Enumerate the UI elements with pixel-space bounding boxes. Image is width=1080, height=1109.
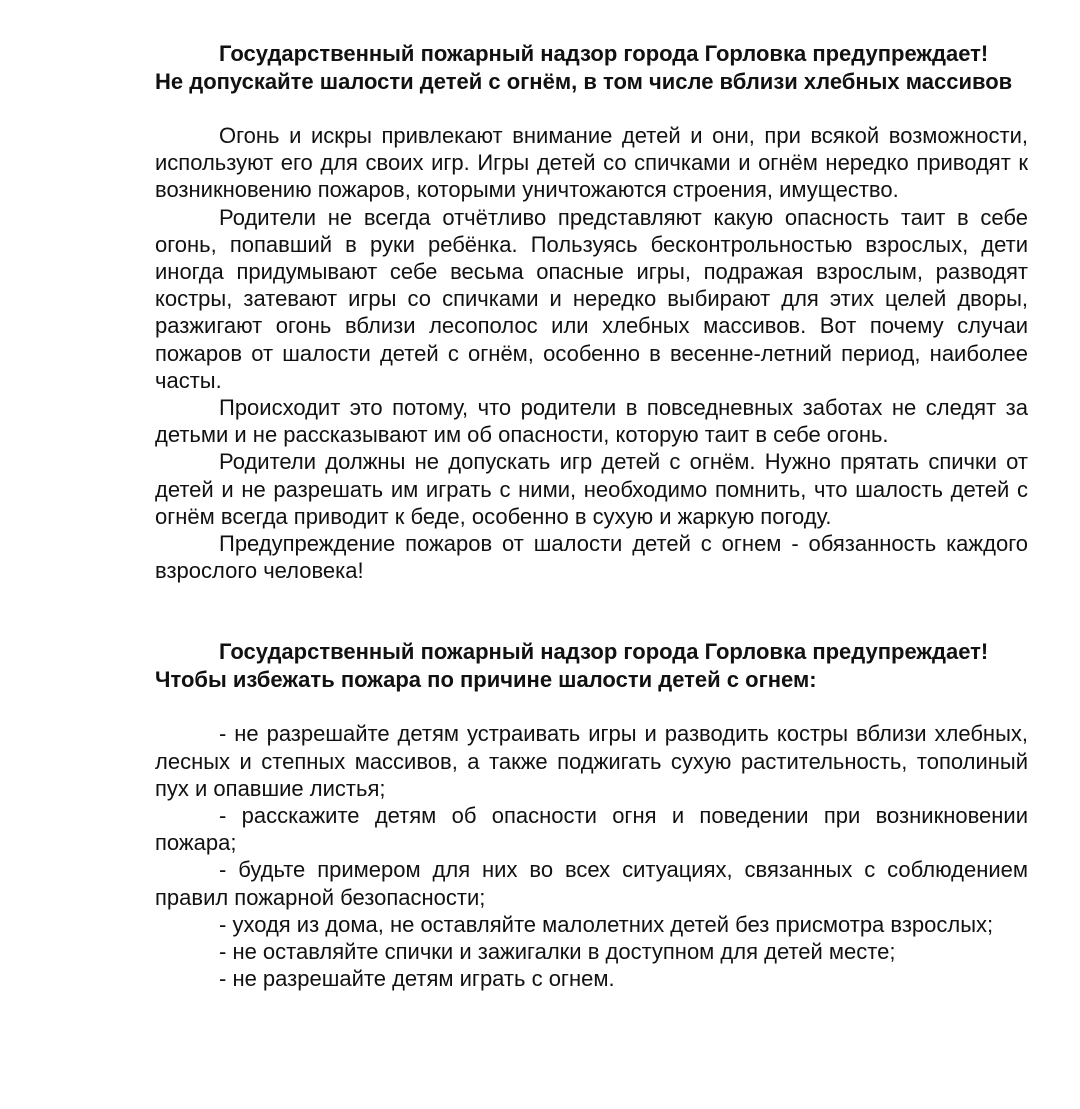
section2-heading bbox=[155, 638, 1028, 694]
section2-heading-line2: Чтобы избежать пожара по причине шалости детей с огнем: bbox=[155, 667, 817, 693]
section2-rule-list bbox=[155, 720, 1028, 992]
paragraph: Происходит это потому, что родители в повседневных заботах не следят за детьми и не рассказывают им об опасности, которую таит в себе огонь. bbox=[155, 395, 1028, 448]
section1-heading-line1: Государственный пожарный надзор города Горловка предупреждает! bbox=[219, 41, 989, 66]
rule-item: - не разрешайте детям устраивать игры и разводить костры вблизи хлебных, лесных и степных массивов, а также поджигать сухую растительность, тополиный пух и опавшие листья; bbox=[155, 721, 1028, 801]
section1-heading bbox=[155, 40, 1028, 96]
section-fire-play-warning bbox=[155, 40, 1028, 584]
rule-item: - не разрешайте детям играть с огнем. bbox=[219, 966, 615, 992]
paragraph: Предупреждение пожаров от шалости детей с огнем - обязанность каждого взрослого человека! bbox=[155, 531, 1028, 584]
rule-item: - расскажите детям об опасности огня и поведении при возникновении пожара; bbox=[155, 803, 1028, 856]
section2-heading-line1: Государственный пожарный надзор города Горловка предупреждает! bbox=[219, 639, 989, 665]
rule-item: - не оставляйте спички и зажигалки в доступном для детей месте; bbox=[219, 939, 896, 965]
rule-item: - будьте примером для них во всех ситуациях, связанных с соблюдением правил пожарной безопасности; bbox=[155, 857, 1028, 910]
section-prevention-rules bbox=[155, 638, 1028, 992]
section1-heading-line2: Не допускайте шалости детей с огнём, в том числе вблизи хлебных массивов bbox=[155, 69, 1013, 94]
paragraph: Родители должны не допускать игр детей с огнём. Нужно прятать спички от детей и не разрешать им играть с ними, необходимо помнить, что шалость детей с огнём всегда приводит к беде, особенно в сухую и жаркую погоду. bbox=[155, 449, 1028, 529]
paragraph: Огонь и искры привлекают внимание детей и они, при всякой возможности, используют его для своих игр. Игры детей со спичками и огнём нередко приводят к возникновению пожаров, которыми уничтожаются строения, имущество. bbox=[155, 123, 1028, 203]
paragraph: Родители не всегда отчётливо представляют какую опасность таит в себе огонь, попавший в руки ребёнка. Пользуясь бесконтрольностью взрослых, дети иногда придумывают себе весьма опасные игры, подражая взрослым, разводят костры, затевают игры со спичками и нередко выбирают для этих целей дворы, разжигают огонь вблизи лесополос или хлебных массивов. Вот почему случаи пожаров от шалости детей с огнём, особенно в весенне-летний период, наиболее часты. bbox=[155, 204, 1028, 393]
rule-item: - уходя из дома, не оставляйте малолетних детей без присмотра взрослых; bbox=[219, 911, 994, 937]
document-page bbox=[155, 40, 1028, 992]
section1-body bbox=[155, 122, 1028, 584]
